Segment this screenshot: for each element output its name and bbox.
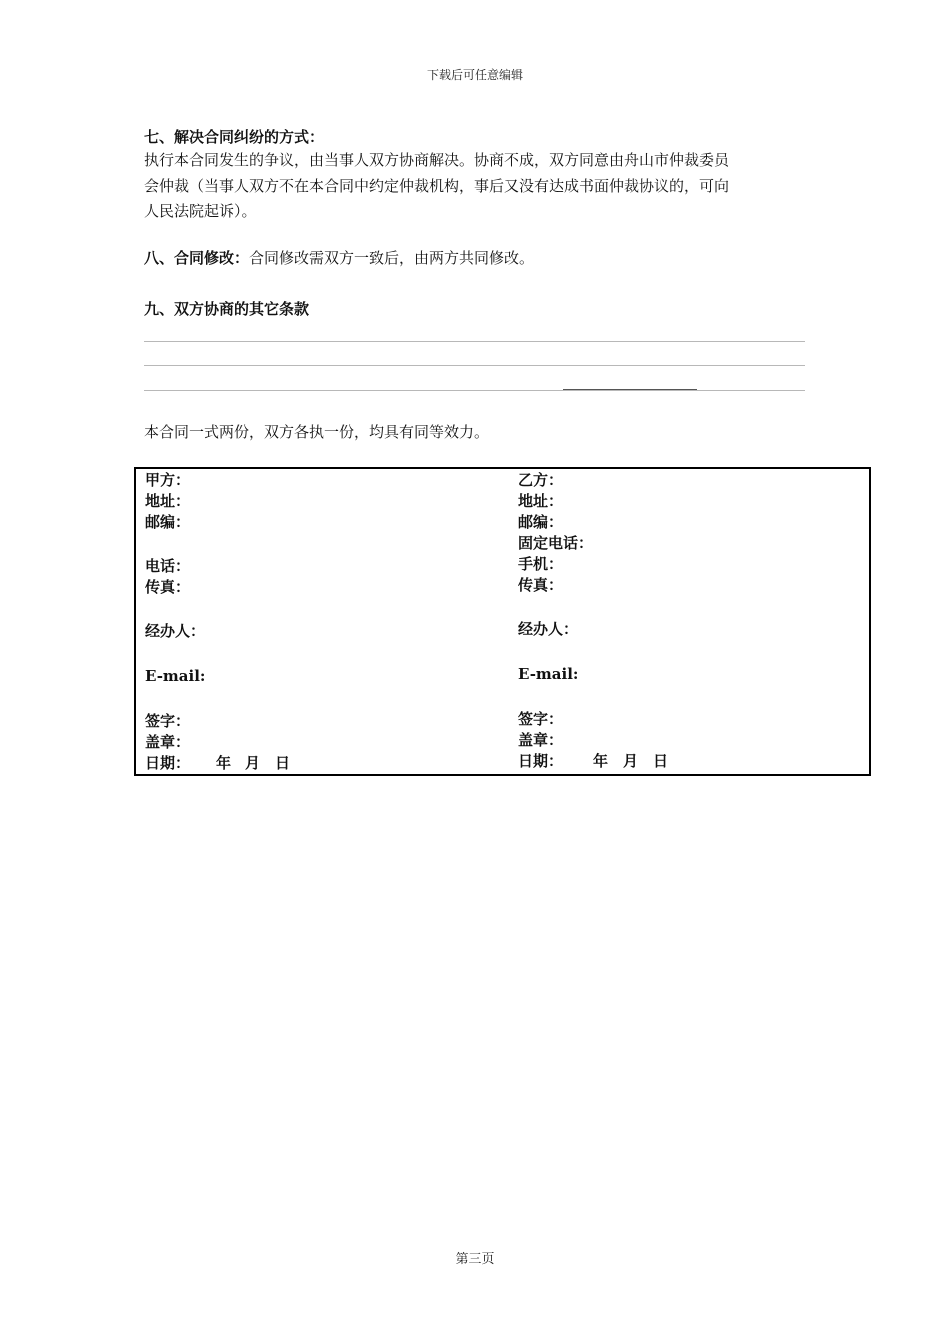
blank-line [144, 390, 805, 391]
party-a-day: 日 [275, 754, 291, 772]
party-a-year: 年 [216, 754, 232, 772]
party-b-name: 乙方： [518, 471, 564, 489]
section8 [144, 246, 534, 272]
copies-note: 本合同一式两份，双方各执一份，均具有同等效力。 [144, 423, 490, 441]
section7-line: 执行本合同发生的争议，由当事人双方协商解决。协商不成，双方同意由舟山市仲裁委员 [144, 151, 730, 169]
section7-title: 七、解决合同纠纷的方式： [144, 128, 325, 146]
party-a-fax: 传真： [145, 578, 191, 596]
section7-line: 人民法院起诉）。 [144, 202, 257, 220]
party-a-email: E-mail: [145, 667, 206, 685]
page-number: 第三页 [455, 1252, 495, 1267]
party-b-date-label: 日期： [518, 752, 564, 770]
party-b-address: 地址： [518, 492, 564, 510]
party-b-fax: 传真： [518, 576, 564, 594]
section9-title: 九、双方协商的其它条款 [144, 300, 310, 318]
party-b-day: 日 [653, 752, 669, 770]
party-a-name: 甲方： [145, 471, 191, 489]
party-b-handler: 经办人： [518, 620, 579, 638]
party-a-date-label: 日期： [145, 754, 191, 772]
section8-text: 合同修改需双方一致后，由两方共同修改。 [249, 249, 535, 267]
party-b-mobile: 手机： [518, 555, 564, 573]
section7-body [144, 148, 729, 225]
section7-line: 会仲裁（当事人双方不在本合同中约定仲裁机构，事后又没有达成书面仲裁协议的，可向 [144, 176, 730, 195]
party-b-month: 月 [623, 752, 639, 770]
party-b-email: E-mail: [518, 665, 579, 683]
page-header: 下载后可任意编辑 [426, 68, 523, 82]
signature-table [134, 467, 871, 776]
party-a-seal: 盖章： [145, 733, 191, 751]
party-a-phone: 电话： [145, 557, 191, 575]
party-a-address: 地址： [145, 492, 191, 510]
party-a-month: 月 [245, 754, 261, 772]
party-a-signature: 签字： [145, 712, 191, 730]
party-b-seal: 盖章： [518, 731, 564, 749]
blank-line [144, 365, 805, 366]
blank-line-short [563, 389, 697, 390]
party-b-postcode: 邮编： [518, 513, 564, 531]
blank-line [144, 341, 805, 342]
section8-title: 八、合同修改： [144, 249, 250, 267]
party-b-signature: 签字： [518, 710, 564, 728]
party-a-postcode: 邮编： [145, 513, 191, 531]
party-b-landline: 固定电话： [518, 534, 594, 552]
party-b-year: 年 [593, 752, 609, 770]
party-a-handler: 经办人： [145, 622, 206, 640]
